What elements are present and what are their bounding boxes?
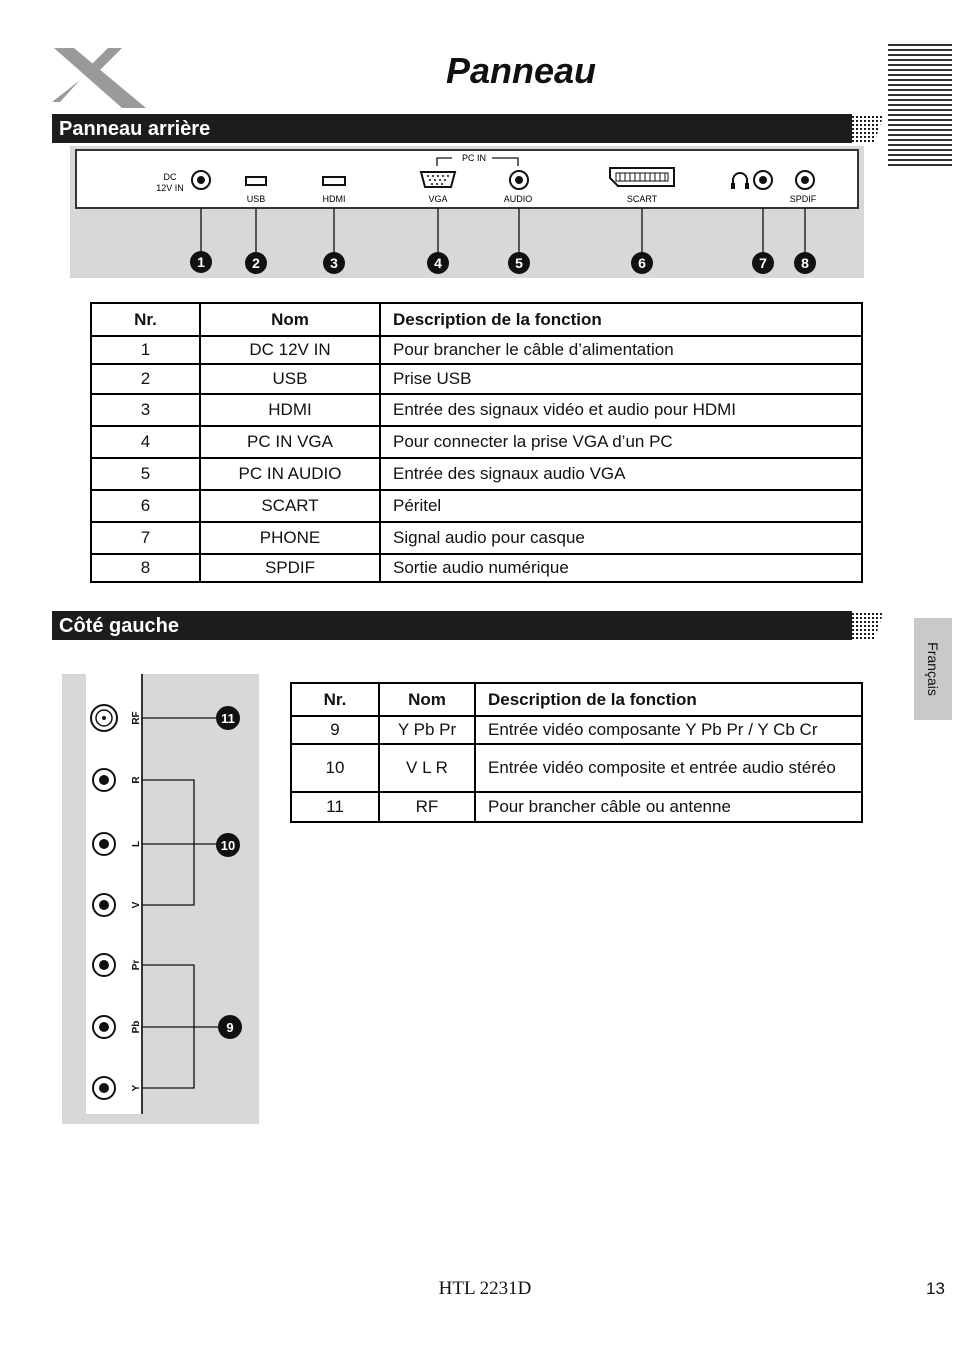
- page-number: 13: [926, 1279, 945, 1298]
- cell-nom: HDMI: [200, 394, 380, 426]
- left-side-diagram: [62, 674, 259, 1124]
- r-label: R: [131, 776, 142, 784]
- table-header-row: [91, 303, 862, 336]
- left-side-table: [290, 682, 863, 823]
- table-row: [91, 394, 862, 426]
- callout-5: 5: [515, 255, 523, 271]
- pb-label: Pb: [131, 1020, 142, 1034]
- cell-desc: Entrée des signaux vidéo et audio pour HDMI: [380, 394, 862, 426]
- spdif-label: SPDIF: [789, 194, 817, 204]
- section-header-rear-panel: [52, 114, 852, 143]
- header-desc: Description de la fonction: [380, 303, 862, 336]
- cell-nr: 7: [91, 522, 200, 554]
- callout-9: 9: [226, 1020, 234, 1035]
- table-row: [91, 426, 862, 458]
- section-title: Côté gauche: [59, 615, 180, 637]
- header-nr: Nr.: [91, 303, 200, 336]
- audio-label: AUDIO: [503, 194, 533, 204]
- pc-in-label: PC IN: [461, 153, 487, 163]
- hdmi-label: HDMI: [322, 194, 346, 204]
- table-header-row: [291, 683, 862, 716]
- cell-nom: DC 12V IN: [200, 336, 380, 364]
- table-row: [91, 336, 862, 364]
- cell-nr: 4: [91, 426, 200, 458]
- cell-nr: 6: [91, 490, 200, 522]
- dc-label-2: 12V IN: [156, 183, 184, 193]
- pr-label: Pr: [131, 959, 142, 971]
- cell-nr: 3: [91, 394, 200, 426]
- table-row: [91, 554, 862, 582]
- cell-nom: RF: [379, 792, 475, 822]
- cell-nr: 9: [291, 716, 379, 744]
- cell-nom: SCART: [200, 490, 380, 522]
- dc-label: DC: [163, 172, 177, 182]
- callout-7: 7: [759, 255, 767, 271]
- v-label: V: [131, 901, 142, 909]
- cell-desc: Péritel: [380, 490, 862, 522]
- callout-6: 6: [638, 255, 646, 271]
- y-label: Y: [131, 1084, 142, 1092]
- cell-nom: V L R: [379, 744, 475, 792]
- cell-desc: Sortie audio numérique: [380, 554, 862, 582]
- callout-11: 11: [221, 711, 235, 726]
- model-name: HTL 2231D: [438, 1278, 532, 1299]
- rear-panel-table: [90, 302, 863, 583]
- cell-nom: PHONE: [200, 522, 380, 554]
- callout-1: 1: [197, 254, 205, 270]
- cell-nr: 1: [91, 336, 200, 364]
- rear-panel-diagram: [70, 146, 864, 278]
- header-nr: Nr.: [291, 683, 379, 716]
- table-row: [91, 490, 862, 522]
- header-nom: Nom: [200, 303, 380, 336]
- cell-desc: Prise USB: [380, 364, 862, 394]
- cell-nom: PC IN AUDIO: [200, 458, 380, 490]
- page-title: Panneau: [445, 50, 597, 91]
- cell-desc: Pour brancher le câble d’alimentation: [380, 336, 862, 364]
- table-row: [291, 792, 862, 822]
- header-nom: Nom: [379, 683, 475, 716]
- scart-label: SCART: [626, 194, 658, 204]
- header-desc: Description de la fonction: [475, 683, 862, 716]
- cell-nom: SPDIF: [200, 554, 380, 582]
- callout-2: 2: [252, 255, 260, 271]
- table-row: [91, 364, 862, 394]
- cell-nr: 5: [91, 458, 200, 490]
- cell-nom: Y Pb Pr: [379, 716, 475, 744]
- cell-desc: Entrée vidéo composite et entrée audio stéréo: [475, 744, 862, 792]
- cell-nr: 8: [91, 554, 200, 582]
- stripe-decoration: [888, 44, 952, 169]
- halftone-fade-icon: [844, 609, 884, 641]
- vga-port-icon: [421, 172, 455, 187]
- language-tab-label: Français: [925, 642, 941, 696]
- cell-desc: Entrée des signaux audio VGA: [380, 458, 862, 490]
- l-label: L: [131, 840, 142, 848]
- callout-10: 10: [220, 838, 236, 853]
- cell-desc: Signal audio pour casque: [380, 522, 862, 554]
- language-tab: [914, 618, 952, 720]
- cell-nr: 10: [291, 744, 379, 792]
- usb-label: USB: [246, 194, 266, 204]
- rf-label: RF: [131, 711, 142, 725]
- callout-4: 4: [434, 255, 442, 271]
- table-row: [291, 744, 862, 792]
- hdmi-port-icon: [323, 177, 345, 185]
- cell-desc: Pour connecter la prise VGA d’un PC: [380, 426, 862, 458]
- vga-label: VGA: [428, 194, 448, 204]
- table-row: [91, 458, 862, 490]
- section-header-left-side: [52, 611, 852, 640]
- cell-nom: PC IN VGA: [200, 426, 380, 458]
- halftone-fade-icon: [844, 112, 884, 144]
- usb-port-icon: [246, 177, 266, 185]
- table-row: [291, 716, 862, 744]
- cell-nom: USB: [200, 364, 380, 394]
- cell-nr: 2: [91, 364, 200, 394]
- section-title: Panneau arrière: [59, 118, 211, 140]
- table-row: [91, 522, 862, 554]
- cell-desc: Pour brancher câble ou antenne: [475, 792, 862, 822]
- callout-3: 3: [330, 255, 338, 271]
- callout-8: 8: [801, 255, 809, 271]
- cell-nr: 11: [291, 792, 379, 822]
- cell-desc: Entrée vidéo composante Y Pb Pr / Y Cb Cr: [475, 716, 862, 744]
